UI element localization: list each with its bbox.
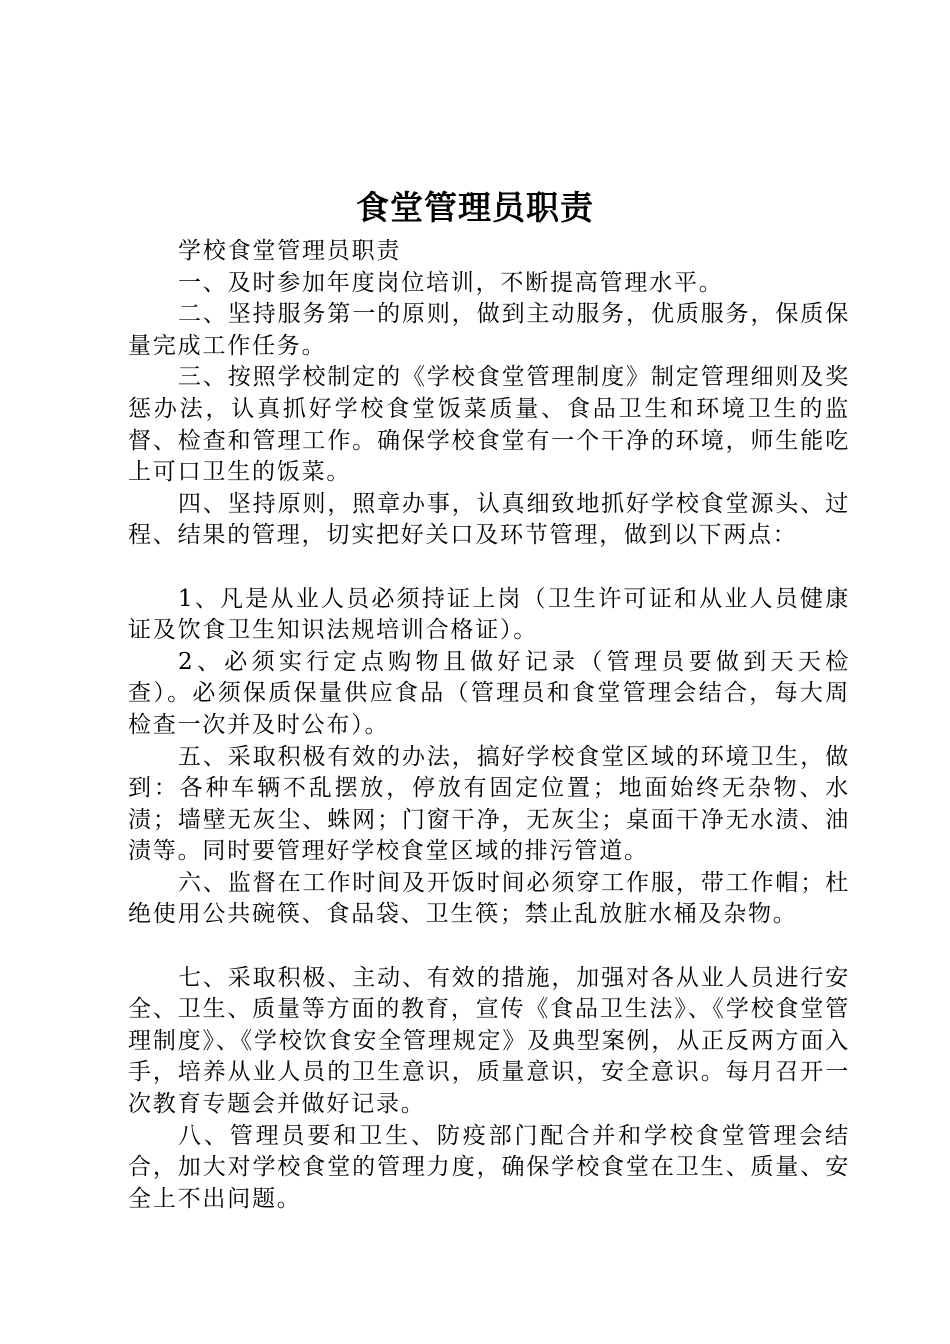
- paragraph-subitem-1: 1、凡是从业人员必须持证上岗（卫生许可证和从业人员健康证及饮食卫生知识法规培训合格证）。: [128, 585, 850, 644]
- paragraph-item-1: 一、及时参加年度岗位培训，不断提高管理水平。: [178, 269, 724, 296]
- paragraph-item-6: 六、监督在工作时间及开饭时间必须穿工作服，带工作帽；杜绝使用公共碗筷、食品袋、卫生筷；禁止乱放脏水桶及杂物。: [128, 869, 850, 928]
- paragraph-item-4: 四、坚持原则，照章办事，认真细致地抓好学校食堂源头、过程、结果的管理，切实把好关口及环节管理，做到以下两点：: [128, 490, 850, 549]
- paragraph-item-7: 七、采取积极、主动、有效的措施，加强对各从业人员进行安全、卫生、质量等方面的教育，宣传《食品卫生法》、《学校食堂管理制度》、《学校饮食安全管理规定》及典型案例，从正反两方面入手，培养从业人员的卫生意识，质量意识，安全意识。每月召开一次教育专题会并做好记录。: [128, 964, 850, 1118]
- paragraph-item-8: 八、管理员要和卫生、防疫部门配合并和学校食堂管理会结合，加大对学校食堂的管理力度，确保学校食堂在卫生、质量、安全上不出问题。: [128, 1122, 850, 1212]
- document-body: [128, 236, 850, 1215]
- paragraph-item-3: 三、按照学校制定的《学校食堂管理制度》制定管理细则及奖惩办法，认真抓好学校食堂饭菜质量、食品卫生和环境卫生的监督、检查和管理工作。确保学校食堂有一个干净的环境，师生能吃上可口卫生的饭菜。: [128, 364, 850, 486]
- paragraph-item-5: 五、采取积极有效的办法，搞好学校食堂区域的环境卫生，做到：各种车辆不乱摆放，停放有固定位置；地面始终无杂物、水渍；墙壁无灰尘、蛛网；门窗干净，无灰尘；桌面干净无水渍、油渍等。同时要管理好学校食堂区域的排污管道。: [128, 743, 850, 865]
- paragraph-heading: 学校食堂管理员职责: [178, 238, 402, 264]
- document-title: 食堂管理员职责: [356, 188, 594, 227]
- paragraph-subitem-2: 2、必须实行定点购物且做好记录（管理员要做到天天检查）。必须保质保量供应食品（管理员和食堂管理会结合，每大周检查一次并及时公布）。: [128, 648, 850, 738]
- paragraph-item-2: 二、坚持服务第一的原则，做到主动服务，优质服务，保质保量完成工作任务。: [128, 301, 850, 359]
